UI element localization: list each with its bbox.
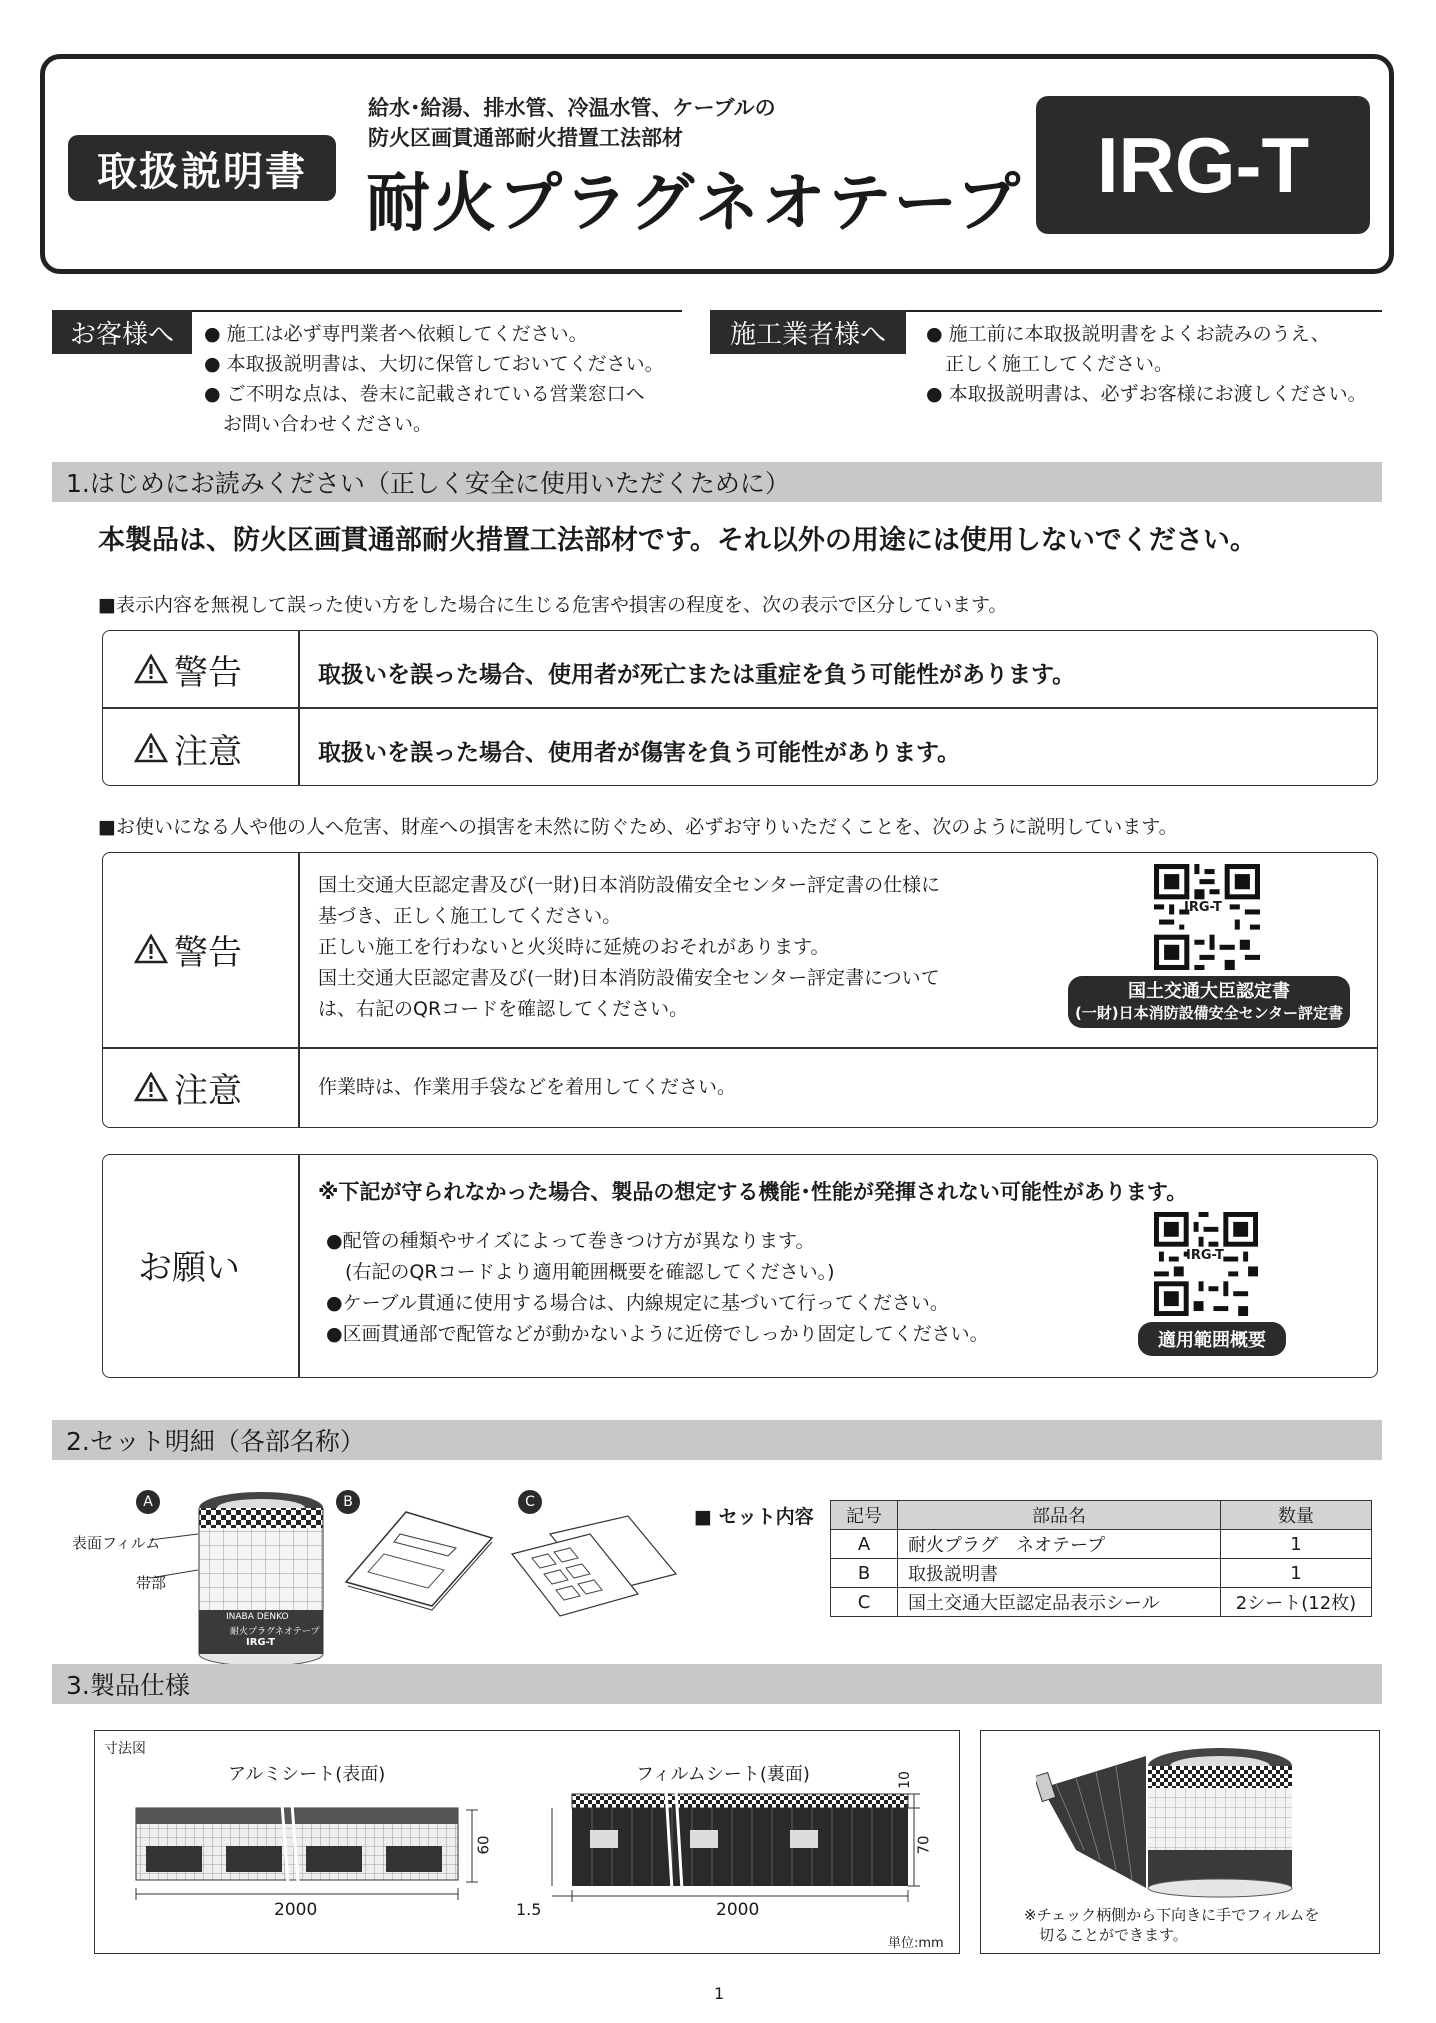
dim-film-height: 70 [914, 1835, 933, 1855]
row-c-name: 国土交通大臣認定品表示シール [898, 1588, 1221, 1617]
model-badge: IRG-T [1036, 96, 1370, 234]
tear-note-line2: 切ることができます。 [1024, 1926, 1188, 1944]
request-line-1: ●配管の種類やサイズによって巻きつけ方が異なります。 [326, 1230, 815, 1252]
warning2-line-5: は、右記のQRコードを確認してください。 [318, 998, 689, 1020]
qr2-pill-text: 適用範囲概要 [1158, 1330, 1266, 1351]
customer-tag-rule [192, 310, 682, 312]
warning-triangle-icon [134, 934, 168, 964]
parts-table [830, 1500, 1372, 1617]
subtitle-line2: 防火区画貫通部耐火措置工法部材 [368, 126, 683, 150]
customer-item-4: お問い合わせください。 [204, 413, 433, 435]
aluminum-sheet-drawing [132, 1802, 468, 1908]
warning2-label-text: 警告 [174, 932, 242, 973]
label-surface-film: 表面フィルム [72, 1534, 161, 1552]
doc-type-badge: 取扱説明書 [68, 135, 336, 201]
section1-note2: ■お使いになる人や他の人へ危害、財産への損害を未然に防ぐため、必ずお守りいただくことを、次のように説明しています。 [98, 816, 1178, 838]
qr2-overlay-text: IRG-T [1186, 1248, 1224, 1263]
qr1-caption-pill [1068, 976, 1350, 1028]
row-b-name: 取扱説明書 [898, 1559, 1221, 1588]
roll-model: IRG-T [246, 1637, 276, 1648]
dim-film-thickness: 1.5 [516, 1900, 542, 1919]
qr1-pill-line2: (一財)日本消防設備安全センター評定書 [1074, 1004, 1344, 1022]
customer-item-2: ● 本取扱説明書は、大切に保管しておいてください。 [204, 353, 664, 375]
warning-text: 取扱いを誤った場合、使用者が死亡または重症を負う可能性があります。 [318, 662, 1076, 688]
subtitle-line1: 給水･給湯、排水管、冷温水管、ケーブルの [368, 96, 776, 120]
warning-label [134, 646, 242, 692]
section1-title: 1.はじめにお読みください（正しく安全に使用いただくために） [52, 462, 1382, 502]
qr1-pill-line1: 国土交通大臣認定書 [1128, 981, 1290, 1002]
caution-triangle-icon [134, 1072, 168, 1102]
instruction-table-divider [298, 852, 300, 1128]
dim-film-band: 10 [896, 1771, 913, 1789]
request-line-2: (右記のQRコードより適用範囲概要を確認してください。) [326, 1261, 835, 1283]
table-row [831, 1530, 1372, 1559]
customer-item-3: ● ご不明な点は、巻末に記載されている営業窓口へ [204, 383, 645, 405]
row-a-qty: 1 [1221, 1530, 1372, 1559]
warning-triangle-icon [134, 654, 168, 684]
unit-label: 単位:mm [888, 1936, 944, 1951]
marker-c: C [518, 1490, 542, 1514]
col-quantity: 数量 [1221, 1501, 1372, 1530]
film-sheet-drawing [512, 1780, 912, 1904]
section1-lead: 本製品は、防火区画貫通部耐火措置工法部材です。それ以外の用途には使用しないでください。 [98, 525, 1257, 556]
row-b-qty: 1 [1221, 1559, 1372, 1588]
dim-alu-length: 2000 [274, 1900, 318, 1920]
marker-b: B [336, 1490, 360, 1514]
qr1-overlay-text: IRG-T [1184, 900, 1222, 915]
set-contents-label: ■ セット内容 [694, 1506, 814, 1528]
product-title: 耐火プラグネオテープ [366, 167, 1023, 241]
request-table-divider [298, 1154, 300, 1378]
qr2-caption-pill [1138, 1322, 1286, 1356]
caution-triangle-icon [134, 733, 168, 763]
installer-item-3: ● 本取扱説明書は、必ずお客様にお渡しください。 [926, 383, 1367, 405]
caution2-label [134, 1064, 242, 1110]
warning2-line-2: 基づき、正しく施工してください。 [318, 905, 622, 927]
caution-label-text: 注意 [174, 731, 242, 772]
warning2-line-1: 国土交通大臣認定書及び(一財)日本消防設備安全センター評定書の仕様に [318, 874, 941, 896]
request-line-3: ●ケーブル貫通に使用する場合は、内線規定に基づいて行ってください。 [326, 1292, 949, 1314]
row-c-qty: 2シート(12枚) [1221, 1588, 1372, 1617]
installer-tag-rule [906, 310, 1382, 312]
tear-film-illustration [1036, 1738, 1298, 1898]
row-b-code: B [831, 1559, 898, 1588]
row-a-name: 耐火プラグ ネオテープ [898, 1530, 1221, 1559]
request-line-4: ●区画貫通部で配管などが動かないように近傍でしっかり固定してください。 [326, 1323, 989, 1345]
tear-note-line1: ※チェック柄側から下向きに手でフィルムを [1024, 1906, 1320, 1924]
section2-title: 2.セット明細（各部名称） [52, 1420, 1382, 1460]
caution2-label-text: 注意 [174, 1070, 242, 1111]
caution-label [134, 725, 242, 771]
dim-film-length: 2000 [716, 1900, 760, 1920]
seal-sheets-illustration [510, 1512, 678, 1622]
installer-tag: 施工業者様へ [710, 310, 906, 354]
marker-a: A [136, 1490, 160, 1514]
label-band: 帯部 [136, 1574, 167, 1592]
warning2-line-3: 正しい施工を行わないと火災時に延焼のおそれがあります。 [318, 936, 830, 958]
aluminum-sheet-label: アルミシート(表面) [228, 1764, 386, 1785]
leader-lines [150, 1530, 200, 1590]
installer-item-2: 正しく施工してください。 [926, 353, 1174, 375]
table-row [831, 1559, 1372, 1588]
film-sheet-label: フィルムシート(裏面) [636, 1764, 810, 1785]
row-a-code: A [831, 1530, 898, 1559]
page-number: 1 [714, 1984, 725, 2003]
warning2-line-4: 国土交通大臣認定書及び(一財)日本消防設備安全センター評定書について [318, 967, 940, 989]
col-part-name: 部品名 [898, 1501, 1221, 1530]
col-code: 記号 [831, 1501, 898, 1530]
instruction-table-row-rule [102, 1047, 1378, 1049]
request-heading: ※下記が守られなかった場合、製品の想定する機能･性能が発揮されない可能性があります。 [318, 1180, 1188, 1204]
request-label: お願い [138, 1248, 240, 1288]
qr-code-scope-icon[interactable] [1154, 1212, 1258, 1316]
warning-label-text: 警告 [174, 652, 242, 693]
roll-brand: INABA DENKO [226, 1612, 289, 1622]
row-c-code: C [831, 1588, 898, 1617]
customer-item-1: ● 施工は必ず専門業者へ依頼してください。 [204, 323, 588, 345]
caution2-text: 作業時は、作業用手袋などを着用してください。 [318, 1076, 737, 1098]
warning2-label [134, 926, 242, 972]
dim-alu-height: 60 [474, 1835, 493, 1855]
installer-item-1: ● 施工前に本取扱説明書をよくお読みのうえ、 [926, 323, 1330, 345]
section3-title: 3.製品仕様 [52, 1664, 1382, 1704]
manual-illustration [344, 1504, 494, 1614]
customer-tag: お客様へ [52, 310, 192, 354]
caution-text: 取扱いを誤った場合、使用者が傷害を負う可能性があります。 [318, 740, 961, 766]
dimension-title: 寸法図 [104, 1741, 146, 1757]
parts-table-header [831, 1501, 1372, 1530]
hazard-table-row-rule [102, 707, 1378, 709]
qr-code-certificate-icon[interactable] [1154, 864, 1260, 970]
table-row [831, 1588, 1372, 1617]
roll-product: 耐火プラグネオテープ [230, 1627, 320, 1637]
section1-note1: ■表示内容を無視して誤った使い方をした場合に生じる危害や損害の程度を、次の表示で区分しています。 [98, 594, 1008, 616]
